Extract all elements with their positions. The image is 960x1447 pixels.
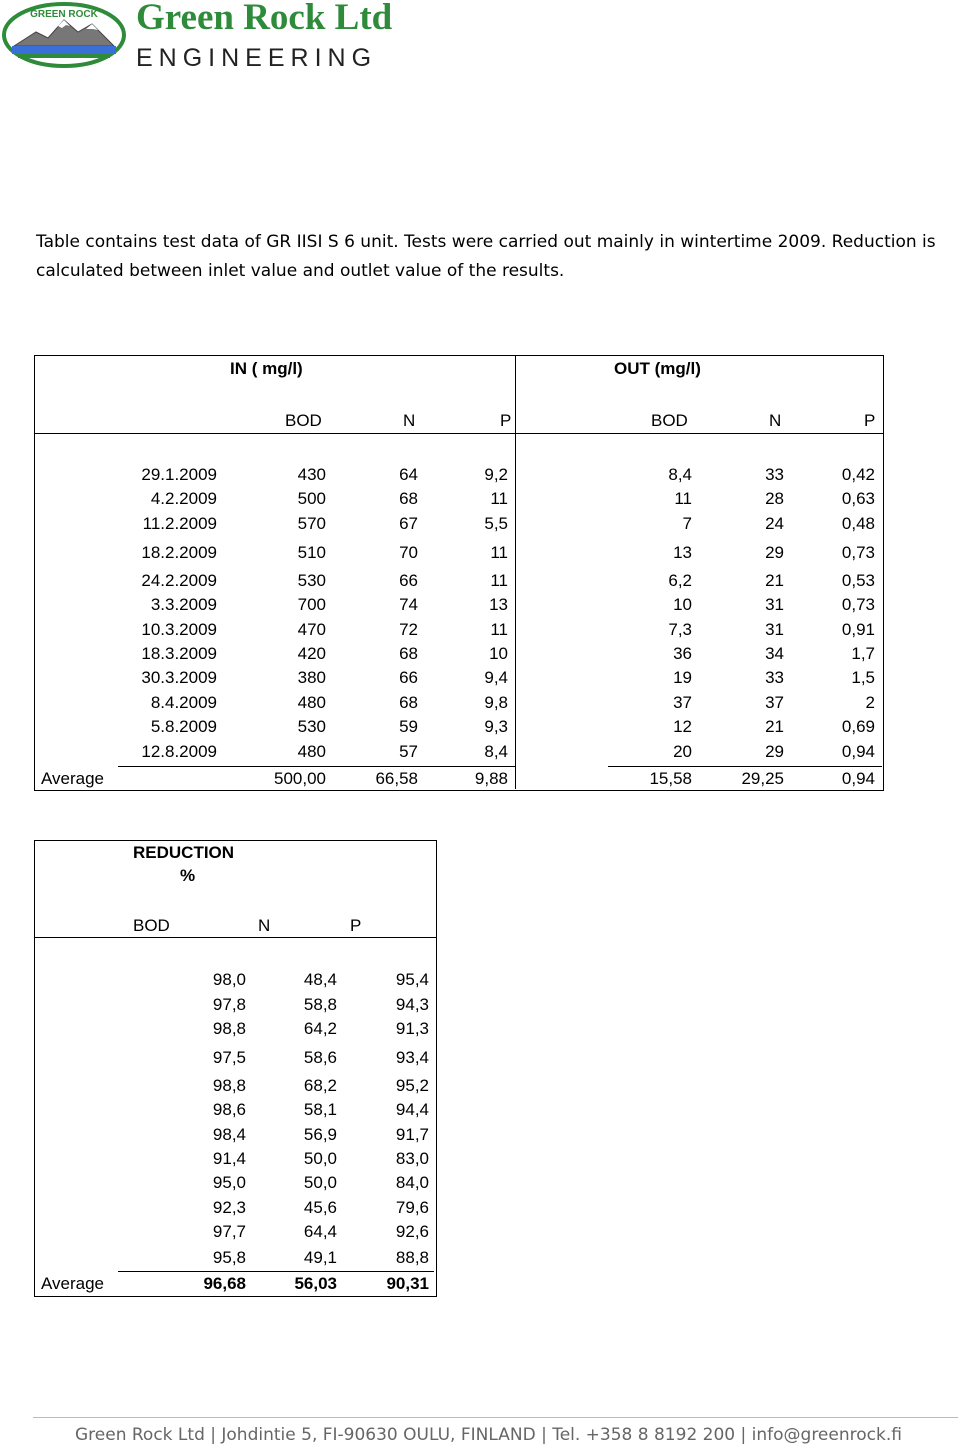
logo-text: GREEN ROCK: [30, 9, 98, 20]
table-cell: 66: [399, 668, 418, 687]
table-cell: 0,73: [841, 595, 875, 614]
table-cell: 430: [297, 465, 326, 484]
footer-rule: [33, 1417, 958, 1418]
table-cell: 28: [765, 489, 784, 508]
reduction-cell: 83,0: [395, 1149, 429, 1168]
reduction-title: REDUCTION: [133, 843, 235, 862]
table-cell: 66: [399, 571, 418, 590]
table-cell: 420: [297, 644, 326, 663]
table-cell: 11: [490, 571, 508, 590]
out-header: OUT (mg/l): [614, 359, 701, 378]
row-date: 11.2.2009: [142, 514, 217, 533]
reduction-cell: 93,4: [395, 1048, 429, 1067]
table-cell: 37: [765, 693, 784, 712]
reduction-average-rule: [118, 1271, 434, 1272]
company-name: Green Rock Ltd: [136, 0, 393, 38]
average-cell: 66,58: [375, 769, 418, 788]
reduction-average-cell: 90,31: [386, 1274, 429, 1293]
row-date: 5.8.2009: [150, 717, 217, 736]
in-average-rule: [118, 766, 516, 767]
reduction-cell: 97,5: [212, 1048, 246, 1067]
reduction-cell: 95,4: [395, 970, 429, 989]
average-cell: 500,00: [274, 769, 326, 788]
reduction-header-rule: [35, 937, 436, 938]
table-cell: 21: [765, 717, 784, 736]
row-date: 3.3.2009: [150, 595, 217, 614]
table-cell: 9,3: [484, 717, 508, 736]
table-cell: 13: [673, 543, 692, 562]
table-cell: 68: [399, 693, 418, 712]
reduction-cell: 64,2: [303, 1019, 337, 1038]
column-header: P: [350, 916, 362, 935]
table-cell: 10: [489, 644, 508, 663]
table-cell: 500: [297, 489, 326, 508]
reduction-cell: 92,3: [212, 1198, 246, 1217]
reduction-cell: 50,0: [303, 1149, 337, 1168]
table-cell: 68: [399, 489, 418, 508]
average-cell: 0,94: [841, 769, 875, 788]
reduction-cell: 88,8: [395, 1248, 429, 1267]
footer-contact: Green Rock Ltd | Johdintie 5, FI-90630 OULU, FINLAND | Tel. +358 8 8192 200 | info@greenrock.fi: [75, 1425, 902, 1445]
table-cell: 29: [765, 742, 784, 761]
column-header: N: [403, 411, 416, 430]
row-date: 30.3.2009: [141, 668, 217, 687]
table-cell: 0,73: [841, 543, 875, 562]
table-cell: 31: [765, 620, 784, 639]
table-cell: 480: [297, 693, 326, 712]
table-cell: 530: [297, 571, 326, 590]
table-cell: 21: [765, 571, 784, 590]
table-cell: 700: [297, 595, 326, 614]
table-cell: 33: [765, 668, 784, 687]
table-cell: 37: [673, 693, 692, 712]
table-cell: 19: [673, 668, 692, 687]
table-divider: [515, 356, 516, 789]
table-cell: 7,3: [668, 620, 692, 639]
table-cell: 74: [399, 595, 418, 614]
table-cell: 0,94: [841, 742, 875, 761]
reduction-cell: 58,8: [303, 995, 337, 1014]
table-cell: 31: [765, 595, 784, 614]
reduction-cell: 97,7: [212, 1222, 246, 1241]
reduction-cell: 56,9: [303, 1125, 337, 1144]
table-cell: 7: [682, 514, 692, 533]
table-cell: 9,2: [484, 465, 508, 484]
in-header: IN ( mg/l): [230, 359, 303, 378]
intro-paragraph: Table contains test data of GR IISI S 6 unit. Tests were carried out mainly in wintertime 2009. Reduction is calculated between inlet value and outlet value of the results.: [36, 232, 936, 281]
table-cell: 6,2: [668, 571, 692, 590]
table-cell: 64: [399, 465, 418, 484]
table-cell: 510: [297, 543, 326, 562]
reduction-cell: 98,4: [212, 1125, 246, 1144]
reduction-cell: 91,3: [395, 1019, 429, 1038]
reduction-cell: 95,8: [212, 1248, 246, 1267]
column-header: N: [258, 916, 271, 935]
table-cell: 5,5: [484, 514, 508, 533]
table-cell: 33: [765, 465, 784, 484]
green-rock-logo: [2, 2, 130, 68]
reduction-cell: 84,0: [395, 1173, 429, 1192]
average-label: Average: [41, 1274, 105, 1293]
table-cell: 570: [297, 514, 326, 533]
table-cell: 470: [297, 620, 326, 639]
table-cell: 2: [865, 693, 875, 712]
table-cell: 59: [399, 717, 418, 736]
reduction-average-cell: 96,68: [203, 1274, 246, 1293]
reduction-cell: 48,4: [303, 970, 337, 989]
row-date: 29.1.2009: [141, 465, 217, 484]
table-cell: 0,53: [841, 571, 875, 590]
table-cell: 0,69: [841, 717, 875, 736]
reduction-cell: 95,0: [212, 1173, 246, 1192]
table-cell: 12: [673, 717, 692, 736]
table-cell: 0,63: [841, 489, 875, 508]
table-cell: 9,4: [484, 668, 508, 687]
row-date: 8.4.2009: [150, 693, 217, 712]
table-cell: 530: [297, 717, 326, 736]
reduction-cell: 45,6: [303, 1198, 337, 1217]
table-cell: 0,91: [841, 620, 875, 639]
table-cell: 70: [399, 543, 418, 562]
column-header: N: [769, 411, 782, 430]
table-cell: 10: [673, 595, 692, 614]
table-cell: 11: [490, 543, 508, 562]
table-cell: 57: [399, 742, 418, 761]
column-header: BOD: [651, 411, 688, 430]
row-date: 24.2.2009: [141, 571, 217, 590]
reduction-cell: 97,8: [212, 995, 246, 1014]
reduction-cell: 49,1: [303, 1248, 337, 1267]
reduction-cell: 91,4: [212, 1149, 246, 1168]
reduction-cell: 98,0: [212, 970, 246, 989]
average-label: Average: [41, 769, 105, 788]
reduction-cell: 50,0: [303, 1173, 337, 1192]
table-cell: 8,4: [668, 465, 692, 484]
reduction-cell: 98,6: [212, 1100, 246, 1119]
table-cell: 0,48: [841, 514, 875, 533]
row-date: 18.2.2009: [141, 543, 217, 562]
column-header: P: [864, 411, 876, 430]
reduction-cell: 98,8: [212, 1019, 246, 1038]
table-cell: 1,7: [851, 644, 875, 663]
reduction-cell: 98,8: [212, 1076, 246, 1095]
average-cell: 15,58: [649, 769, 692, 788]
reduction-average-cell: 56,03: [294, 1274, 337, 1293]
reduction-cell: 95,2: [395, 1076, 429, 1095]
table-cell: 1,5: [851, 668, 875, 687]
column-header: BOD: [133, 916, 170, 935]
row-date: 4.2.2009: [150, 489, 217, 508]
company-subtitle: ENGINEERING: [136, 44, 378, 72]
reduction-cell: 79,6: [395, 1198, 429, 1217]
table-cell: 36: [673, 644, 692, 663]
table-cell: 68: [399, 644, 418, 663]
table-cell: 24: [765, 514, 784, 533]
table-cell: 11: [490, 620, 508, 639]
table-cell: 9,8: [484, 693, 508, 712]
table-cell: 20: [673, 742, 692, 761]
table-header-rule: [35, 433, 883, 434]
table-cell: 480: [297, 742, 326, 761]
reduction-cell: 64,4: [303, 1222, 337, 1241]
table-cell: 29: [765, 543, 784, 562]
row-date: 10.3.2009: [141, 620, 217, 639]
reduction-cell: 91,7: [395, 1125, 429, 1144]
table-cell: 13: [489, 595, 508, 614]
row-date: 18.3.2009: [141, 644, 217, 663]
reduction-cell: 58,6: [303, 1048, 337, 1067]
average-cell: 9,88: [474, 769, 508, 788]
column-header: BOD: [285, 411, 322, 430]
reduction-cell: 94,3: [395, 995, 429, 1014]
out-average-rule: [608, 766, 882, 767]
row-date: 12.8.2009: [141, 742, 217, 761]
table-cell: 8,4: [484, 742, 508, 761]
table-cell: 67: [399, 514, 418, 533]
table-cell: 380: [297, 668, 326, 687]
table-cell: 0,42: [841, 465, 875, 484]
table-cell: 34: [765, 644, 784, 663]
reduction-cell: 94,4: [395, 1100, 429, 1119]
average-cell: 29,25: [741, 769, 784, 788]
table-cell: 72: [399, 620, 418, 639]
reduction-percent: %: [180, 866, 196, 885]
column-header: P: [500, 411, 512, 430]
reduction-cell: 68,2: [303, 1076, 337, 1095]
table-cell: 11: [490, 489, 508, 508]
reduction-cell: 58,1: [303, 1100, 337, 1119]
table-cell: 11: [674, 489, 692, 508]
reduction-cell: 92,6: [395, 1222, 429, 1241]
